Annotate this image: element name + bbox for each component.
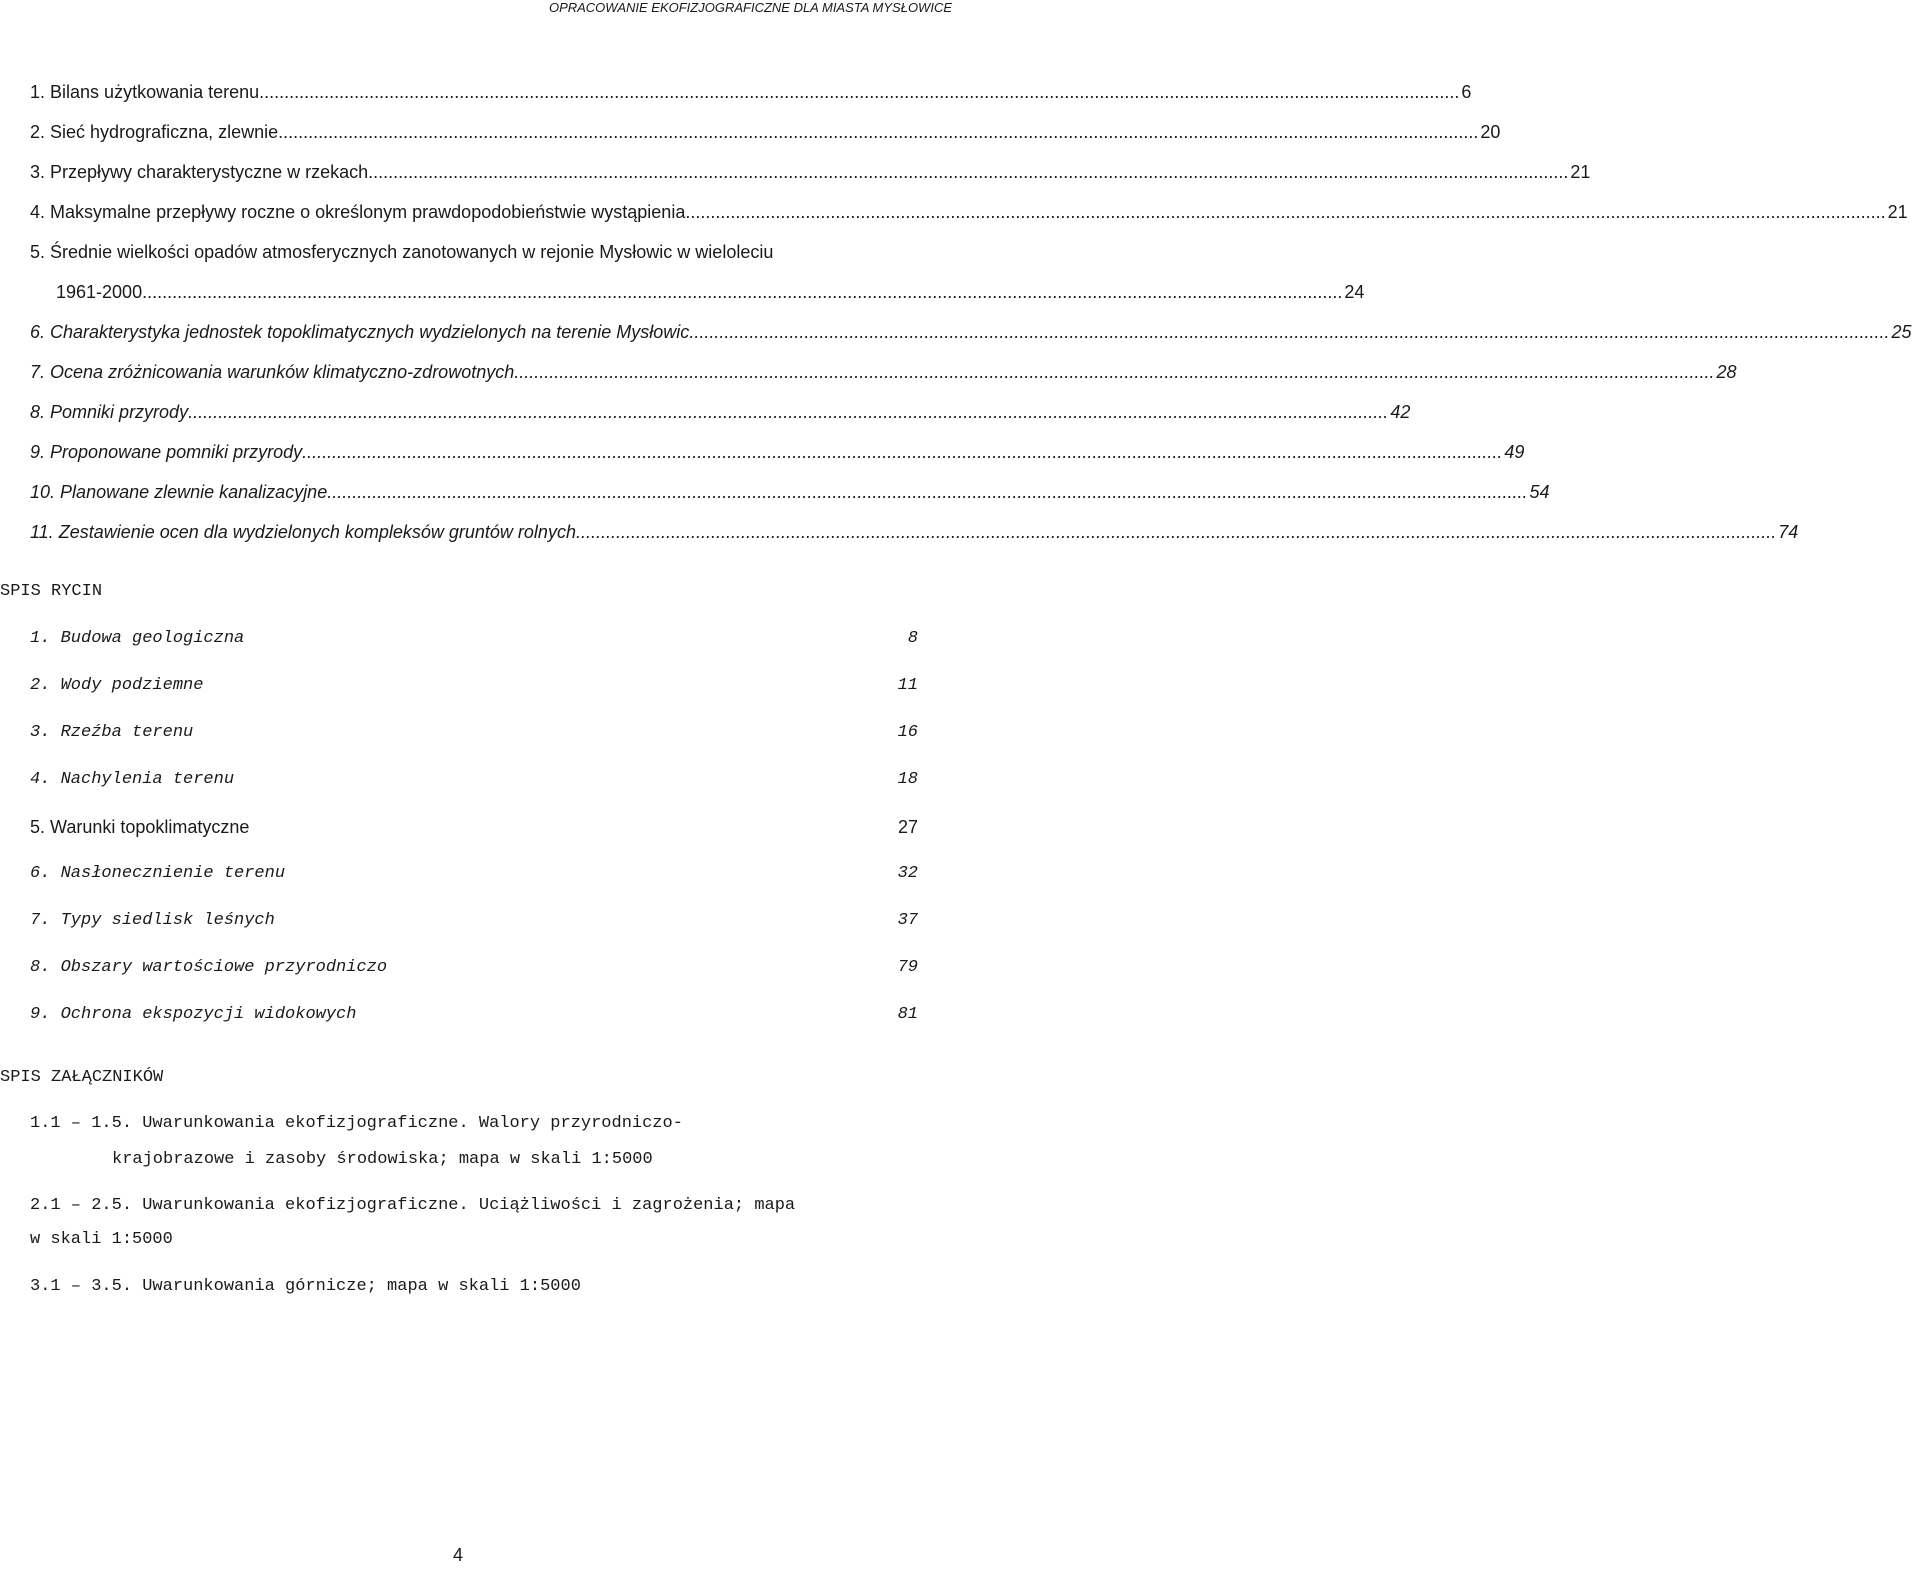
toc-entry-table-7[interactable] (30, 352, 1737, 392)
figure-page: 81 (897, 1005, 918, 1024)
entry-number: 8. (30, 402, 46, 422)
figure-entry-2[interactable] (30, 669, 918, 716)
figure-label: 4. Nachylenia terenu (30, 770, 235, 789)
toc-entry-table-9[interactable] (30, 432, 1525, 472)
toc-entry-table-4[interactable] (30, 192, 1908, 232)
entry-number: 10. (30, 482, 56, 502)
entry-title: Ocena zróżnicowania warunków klimatyczno-zdrowotnych (50, 362, 515, 382)
table-of-tables (30, 72, 1912, 552)
entry-page: 49 (1504, 442, 1525, 462)
entry-title: Proponowane pomniki przyrody (50, 442, 303, 462)
figure-label: 8. Obszary wartościowe przyrodniczo (30, 958, 388, 977)
figure-page: 18 (897, 770, 918, 789)
figure-label: 9. Ochrona ekspozycji widokowych (30, 1005, 357, 1024)
toc-entry-table-5-continued[interactable] (30, 272, 1365, 312)
figure-entry-7[interactable] (30, 904, 918, 951)
toc-entry-table-3[interactable] (30, 152, 1591, 192)
entry-title: Średnie wielkości opadów atmosferycznych zanotowanych w rejonie Mysłowic w wieloleciu (50, 242, 774, 262)
entry-page: 42 (1390, 402, 1411, 422)
attachment-1-line-1[interactable]: 1.1 – 1.5. Uwarunkowania ekofizjograficzne. Walory przyrodniczo- (30, 1114, 683, 1133)
figure-page: 8 (907, 629, 918, 648)
entry-title: Pomniki przyrody (50, 402, 189, 422)
dot-leader (302, 432, 1502, 472)
toc-entry-table-10[interactable] (30, 472, 1550, 512)
entry-number: 1. (30, 82, 46, 102)
entry-page: 25 (1891, 322, 1912, 342)
figure-label: 3. Rzeźba terenu (30, 723, 194, 742)
figure-label: 7. Typy siedlisk leśnych (30, 911, 275, 930)
figure-entry-4[interactable] (30, 763, 918, 810)
entry-title: Charakterystyka jednostek topoklimatycznych wydzielonych na terenie Mysłowic (50, 322, 690, 342)
entry-number: 6. (30, 322, 46, 342)
figures-heading: SPIS RYCIN (0, 582, 103, 601)
figure-page: 32 (897, 864, 918, 883)
list-of-figures (30, 622, 918, 1045)
toc-entry-table-2[interactable] (30, 112, 1501, 152)
toc-entry-table-1[interactable] (30, 72, 1472, 112)
dot-leader (278, 112, 1478, 152)
attachments-heading: SPIS ZAŁĄCZNIKÓW (0, 1068, 164, 1087)
entry-title: Zestawienie ocen dla wydzielonych kompleksów gruntów rolnych (58, 522, 576, 542)
dot-leader (368, 152, 1568, 192)
figure-label: 5. Warunki topoklimatyczne (30, 817, 250, 837)
entry-page: 24 (1344, 282, 1365, 302)
toc-entry-table-11[interactable] (30, 512, 1799, 552)
dot-leader (685, 192, 1885, 232)
entry-page: 54 (1529, 482, 1550, 502)
entry-page: 28 (1716, 362, 1737, 382)
dot-leader (689, 312, 1889, 352)
figure-entry-3[interactable] (30, 716, 918, 763)
dot-leader (259, 72, 1459, 112)
figure-page: 37 (897, 911, 918, 930)
figure-page: 79 (897, 958, 918, 977)
toc-entry-table-8[interactable] (30, 392, 1411, 432)
entry-title: Planowane zlewnie kanalizacyjne (60, 482, 328, 502)
figure-label: 2. Wody podziemne (30, 676, 204, 695)
entry-title: Przepływy charakterystyczne w rzekach (50, 162, 369, 182)
figure-entry-6[interactable] (30, 857, 918, 904)
figure-page: 27 (897, 817, 918, 837)
toc-entry-table-6[interactable] (30, 312, 1912, 352)
entry-page: 21 (1887, 202, 1908, 222)
entry-title-continuation: 1961-2000 (56, 282, 143, 302)
figure-label: 6. Nasłonecznienie terenu (30, 864, 286, 883)
figure-page: 11 (897, 676, 918, 695)
entry-number: 3. (30, 162, 46, 182)
dot-leader (327, 472, 1527, 512)
running-header: OPRACOWANIE EKOFIZJOGRAFICZNE DLA MIASTA MYSŁOWICE (548, 0, 952, 15)
entry-number: 11. (30, 522, 54, 542)
entry-title: Sieć hydrograficzna, zlewnie (50, 122, 279, 142)
page-number: 4 (453, 1545, 464, 1565)
entry-page: 21 (1570, 162, 1591, 182)
entry-number: 9. (30, 442, 46, 462)
dot-leader (188, 392, 1388, 432)
dot-leader (514, 352, 1714, 392)
dot-leader (142, 272, 1342, 312)
figure-entry-5[interactable] (30, 810, 918, 857)
entry-page: 6 (1461, 82, 1472, 102)
figure-entry-8[interactable] (30, 951, 918, 998)
entry-number: 4. (30, 202, 46, 222)
entry-title: Maksymalne przepływy roczne o określonym prawdopodobieństwie wystąpienia (50, 202, 686, 222)
entry-page: 20 (1480, 122, 1501, 142)
entry-page: 74 (1778, 522, 1799, 542)
entry-title: Bilans użytkowania terenu (50, 82, 260, 102)
dot-leader (576, 512, 1776, 552)
attachment-3-line-1[interactable]: 3.1 – 3.5. Uwarunkowania górnicze; mapa w skali 1:5000 (30, 1277, 581, 1296)
figure-label: 1. Budowa geologiczna (30, 629, 245, 648)
attachment-2-line-2: w skali 1:5000 (30, 1230, 173, 1249)
entry-number: 7. (30, 362, 46, 382)
entry-number: 2. (30, 122, 46, 142)
figure-entry-9[interactable] (30, 998, 918, 1045)
toc-entry-table-5[interactable] (30, 232, 850, 272)
attachment-1-line-2: krajobrazowe i zasoby środowiska; mapa w skali 1:5000 (112, 1150, 653, 1169)
figure-entry-1[interactable] (30, 622, 918, 669)
figure-page: 16 (897, 723, 918, 742)
entry-number: 5. (30, 242, 46, 262)
attachment-2-line-1[interactable]: 2.1 – 2.5. Uwarunkowania ekofizjograficzne. Uciążliwości i zagrożenia; mapa (30, 1196, 796, 1215)
